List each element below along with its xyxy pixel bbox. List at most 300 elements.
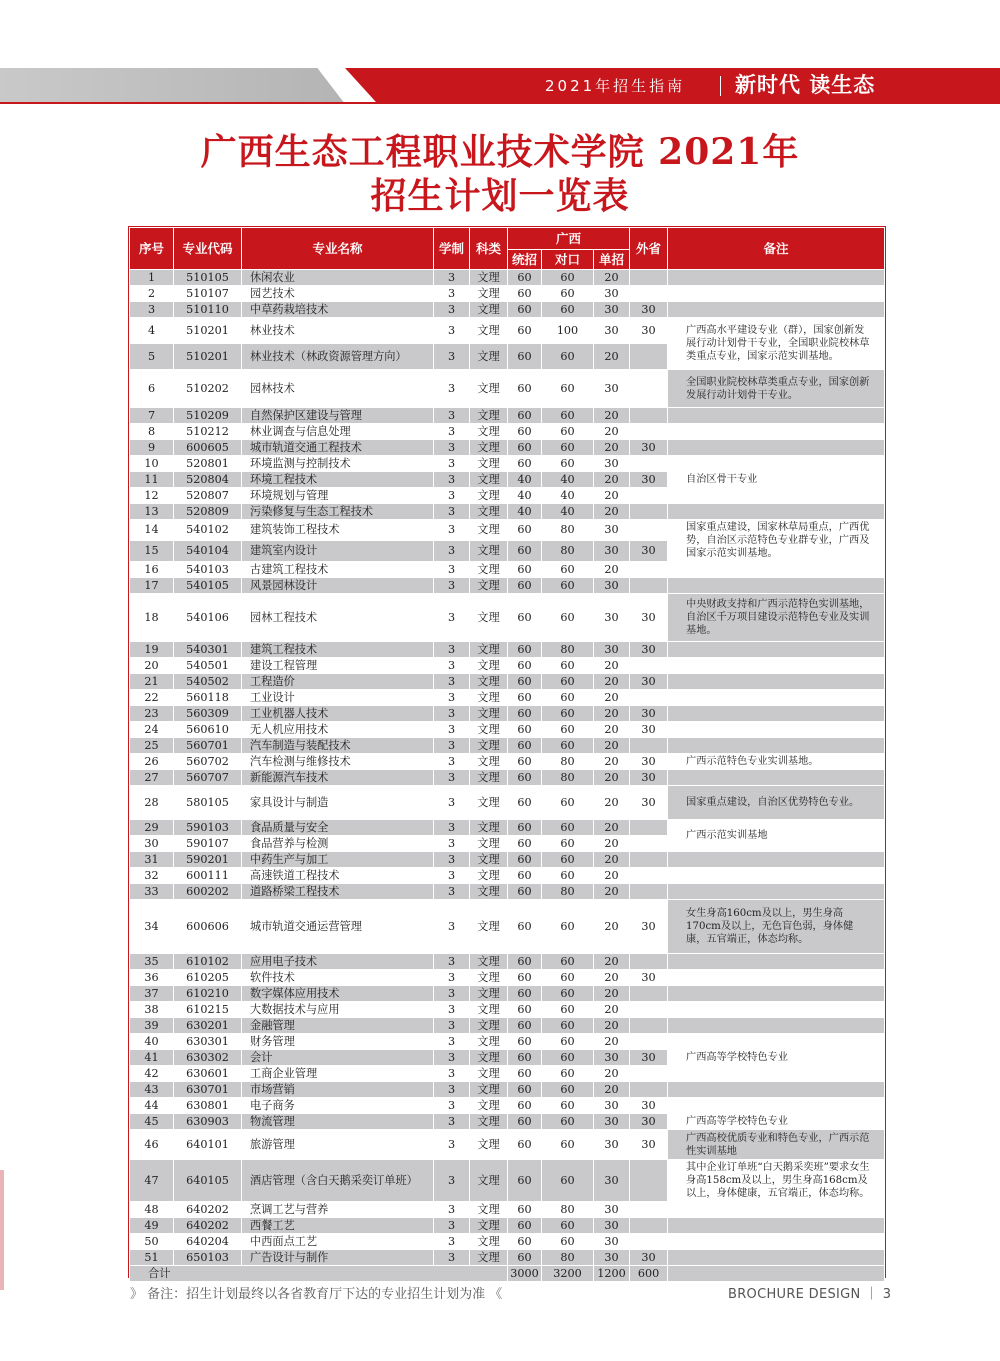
cell-danzhao: 20	[594, 504, 630, 520]
cell-code: 540105	[174, 578, 242, 594]
cell-waisheng	[630, 562, 668, 578]
footnote: 》 备注：招生计划最终以各省教育厅下达的专业招生计划为准 《	[130, 1287, 503, 1302]
cell-years: 3	[434, 1002, 470, 1018]
header-divider	[720, 76, 721, 96]
cell-category: 文理	[470, 642, 508, 658]
cell-years: 3	[434, 270, 470, 286]
cell-notes: 广西高校优质专业和特色专业，广西示范性实训基地	[668, 1130, 885, 1160]
cell-code: 540502	[174, 674, 242, 690]
cell-years: 3	[434, 1082, 470, 1098]
cell-danzhao: 30	[594, 1114, 630, 1130]
cell-category: 文理	[470, 970, 508, 986]
cell-duikou: 60	[542, 1066, 594, 1082]
cell-notes: 广西示范实训基地	[668, 820, 885, 852]
cell-danzhao: 30	[594, 594, 630, 642]
cell-danzhao: 30	[594, 302, 630, 318]
cell-code: 560707	[174, 770, 242, 786]
cell-danzhao: 20	[594, 424, 630, 440]
cell-waisheng: 30	[630, 440, 668, 456]
cell-code: 610102	[174, 954, 242, 970]
cell-waisheng: 30	[630, 642, 668, 658]
table-row	[130, 852, 885, 868]
cell-duikou: 40	[542, 472, 594, 488]
cell-name: 酒店管理（含白天鹅采奕订单班）	[242, 1160, 434, 1202]
table-row	[130, 1066, 885, 1082]
cell-danzhao: 20	[594, 852, 630, 868]
cell-waisheng: 30	[630, 970, 668, 986]
cell-code: 600202	[174, 884, 242, 900]
cell-years: 3	[434, 642, 470, 658]
cell-duikou: 60	[542, 286, 594, 302]
cell-no: 22	[130, 690, 174, 706]
cell-notes-empty	[668, 868, 885, 884]
cell-duikou: 60	[542, 836, 594, 852]
cell-name: 环境监测与控制技术	[242, 456, 434, 472]
cell-years: 3	[434, 594, 470, 642]
cell-notes-empty	[668, 970, 885, 986]
cell-duikou: 60	[542, 456, 594, 472]
cell-tongzhao: 60	[508, 1250, 542, 1266]
cell-danzhao: 20	[594, 1066, 630, 1082]
page-title-line1: 广西生态工程职业技术学院 2021年	[200, 131, 800, 173]
cell-years: 3	[434, 286, 470, 302]
cell-tongzhao: 60	[508, 520, 542, 541]
cell-notes-empty	[668, 302, 885, 318]
cell-no: 2	[130, 286, 174, 302]
cell-duikou: 60	[542, 1082, 594, 1098]
cell-duikou: 60	[542, 1050, 594, 1066]
cell-tongzhao: 60	[508, 424, 542, 440]
table-row	[130, 520, 885, 541]
cell-years: 3	[434, 472, 470, 488]
cell-code: 630801	[174, 1098, 242, 1114]
table-row	[130, 318, 885, 344]
cell-code: 540104	[174, 541, 242, 562]
cell-code: 600111	[174, 868, 242, 884]
cell-waisheng: 30	[630, 770, 668, 786]
cell-code: 560610	[174, 722, 242, 738]
cell-danzhao: 30	[594, 1234, 630, 1250]
cell-tongzhao: 60	[508, 754, 542, 770]
cell-years: 3	[434, 986, 470, 1002]
cell-tongzhao: 60	[508, 970, 542, 986]
cell-notes-empty	[668, 440, 885, 456]
cell-no: 15	[130, 541, 174, 562]
cell-duikou: 60	[542, 440, 594, 456]
cell-notes-empty	[668, 852, 885, 868]
cell-tongzhao: 60	[508, 1002, 542, 1018]
cell-tongzhao: 60	[508, 1234, 542, 1250]
cell-waisheng: 30	[630, 318, 668, 344]
cell-duikou: 60	[542, 1114, 594, 1130]
total-notes-empty	[668, 1266, 885, 1282]
cell-waisheng: 30	[630, 1098, 668, 1114]
cell-code: 540501	[174, 658, 242, 674]
cell-waisheng	[630, 1066, 668, 1082]
cell-waisheng	[630, 852, 668, 868]
cell-category: 文理	[470, 594, 508, 642]
cell-danzhao: 20	[594, 738, 630, 754]
cell-tongzhao: 60	[508, 900, 542, 954]
cell-category: 文理	[470, 562, 508, 578]
cell-waisheng	[630, 488, 668, 504]
cell-waisheng: 30	[630, 541, 668, 562]
cell-name: 污染修复与生态工程技术	[242, 504, 434, 520]
header-no: 序号	[130, 228, 174, 270]
cell-danzhao: 20	[594, 770, 630, 786]
cell-years: 3	[434, 852, 470, 868]
cell-no: 42	[130, 1066, 174, 1082]
cell-no: 43	[130, 1082, 174, 1098]
cell-category: 文理	[470, 1034, 508, 1050]
cell-waisheng	[630, 286, 668, 302]
cell-code: 610205	[174, 970, 242, 986]
cell-notes-empty	[668, 578, 885, 594]
cell-name: 广告设计与制作	[242, 1250, 434, 1266]
cell-tongzhao: 60	[508, 706, 542, 722]
cell-category: 文理	[470, 1250, 508, 1266]
cell-name: 旅游管理	[242, 1130, 434, 1160]
total-danzhao: 1200	[594, 1266, 630, 1282]
cell-name: 园林技术	[242, 370, 434, 408]
cell-no: 26	[130, 754, 174, 770]
cell-no: 36	[130, 970, 174, 986]
cell-name: 烹调工艺与营养	[242, 1202, 434, 1218]
cell-no: 45	[130, 1114, 174, 1130]
cell-duikou: 60	[542, 970, 594, 986]
cell-danzhao: 20	[594, 344, 630, 370]
cell-no: 11	[130, 472, 174, 488]
cell-years: 3	[434, 1050, 470, 1066]
cell-category: 文理	[470, 344, 508, 370]
cell-tongzhao: 60	[508, 820, 542, 836]
cell-name: 林业技术（林政资源管理方向）	[242, 344, 434, 370]
cell-category: 文理	[470, 520, 508, 541]
cell-name: 建筑工程技术	[242, 642, 434, 658]
cell-notes: 广西高等学校特色专业	[668, 1050, 885, 1066]
cell-years: 3	[434, 424, 470, 440]
cell-code: 630302	[174, 1050, 242, 1066]
cell-code: 510105	[174, 270, 242, 286]
enrollment-table-container	[128, 226, 886, 1278]
cell-code: 590107	[174, 836, 242, 852]
cell-name: 城市轨道交通工程技术	[242, 440, 434, 456]
cell-tongzhao: 60	[508, 986, 542, 1002]
cell-notes-empty	[668, 488, 885, 504]
cell-category: 文理	[470, 1002, 508, 1018]
cell-waisheng	[630, 520, 668, 541]
cell-tongzhao: 60	[508, 541, 542, 562]
cell-category: 文理	[470, 674, 508, 690]
cell-tongzhao: 60	[508, 786, 542, 820]
cell-duikou: 60	[542, 1234, 594, 1250]
cell-category: 文理	[470, 754, 508, 770]
cell-years: 3	[434, 738, 470, 754]
cell-duikou: 60	[542, 1098, 594, 1114]
cell-name: 休闲农业	[242, 270, 434, 286]
cell-no: 28	[130, 786, 174, 820]
table-row	[130, 1098, 885, 1114]
cell-category: 文理	[470, 1098, 508, 1114]
cell-tongzhao: 60	[508, 868, 542, 884]
cell-duikou: 60	[542, 674, 594, 690]
cell-category: 文理	[470, 472, 508, 488]
cell-category: 文理	[470, 1160, 508, 1202]
cell-category: 文理	[470, 488, 508, 504]
cell-category: 文理	[470, 722, 508, 738]
header-danzhao: 单招	[594, 250, 630, 270]
cell-danzhao: 30	[594, 520, 630, 541]
cell-no: 17	[130, 578, 174, 594]
cell-name: 食品营养与检测	[242, 836, 434, 852]
cell-name: 建筑装饰工程技术	[242, 520, 434, 541]
cell-danzhao: 30	[594, 1218, 630, 1234]
cell-tongzhao: 60	[508, 642, 542, 658]
cell-notes: 中央财政支持和广西示范特色实训基地，自治区千万项目建设示范特色专业及实训基地。	[668, 594, 885, 642]
cell-name: 中西面点工艺	[242, 1234, 434, 1250]
cell-danzhao: 20	[594, 674, 630, 690]
cell-waisheng	[630, 868, 668, 884]
cell-years: 3	[434, 690, 470, 706]
cell-name: 汽车制造与装配技术	[242, 738, 434, 754]
cell-name: 市场营销	[242, 1082, 434, 1098]
cell-waisheng	[630, 954, 668, 970]
cell-no: 31	[130, 852, 174, 868]
cell-years: 3	[434, 868, 470, 884]
cell-duikou: 60	[542, 1018, 594, 1034]
cell-years: 3	[434, 578, 470, 594]
cell-tongzhao: 60	[508, 270, 542, 286]
cell-tongzhao: 60	[508, 344, 542, 370]
cell-duikou: 80	[542, 754, 594, 770]
cell-no: 3	[130, 302, 174, 318]
cell-notes-empty	[668, 286, 885, 302]
cell-waisheng	[630, 370, 668, 408]
cell-danzhao: 20	[594, 754, 630, 770]
table-row	[130, 868, 885, 884]
cell-category: 文理	[470, 786, 508, 820]
cell-tongzhao: 60	[508, 286, 542, 302]
cell-category: 文理	[470, 1050, 508, 1066]
cell-danzhao: 30	[594, 1250, 630, 1266]
cell-no: 7	[130, 408, 174, 424]
cell-waisheng	[630, 1034, 668, 1050]
cell-years: 3	[434, 370, 470, 408]
cell-waisheng	[630, 270, 668, 286]
cell-years: 3	[434, 754, 470, 770]
cell-waisheng	[630, 408, 668, 424]
cell-years: 3	[434, 884, 470, 900]
table-row	[130, 1202, 885, 1218]
cell-notes-empty	[668, 1066, 885, 1082]
cell-code: 520801	[174, 456, 242, 472]
header-tongzhao: 统招	[508, 250, 542, 270]
cell-danzhao: 20	[594, 836, 630, 852]
cell-duikou: 80	[542, 1202, 594, 1218]
cell-code: 630903	[174, 1114, 242, 1130]
cell-waisheng: 30	[630, 900, 668, 954]
cell-code: 630201	[174, 1018, 242, 1034]
cell-years: 3	[434, 302, 470, 318]
cell-waisheng	[630, 1202, 668, 1218]
cell-category: 文理	[470, 318, 508, 344]
cell-waisheng: 30	[630, 302, 668, 318]
cell-years: 3	[434, 520, 470, 541]
cell-name: 环境规划与管理	[242, 488, 434, 504]
cell-years: 3	[434, 488, 470, 504]
cell-years: 3	[434, 1160, 470, 1202]
cell-code: 510202	[174, 370, 242, 408]
cell-duikou: 60	[542, 986, 594, 1002]
cell-name: 物流管理	[242, 1114, 434, 1130]
cell-category: 文理	[470, 541, 508, 562]
cell-no: 29	[130, 820, 174, 836]
cell-duikou: 40	[542, 488, 594, 504]
table-row	[130, 1034, 885, 1050]
header-category: 科类	[470, 228, 508, 270]
cell-category: 文理	[470, 738, 508, 754]
cell-code: 510201	[174, 318, 242, 344]
cell-waisheng: 30	[630, 754, 668, 770]
cell-category: 文理	[470, 1218, 508, 1234]
cell-name: 高速铁道工程技术	[242, 868, 434, 884]
cell-waisheng: 30	[630, 706, 668, 722]
table-row	[130, 954, 885, 970]
cell-name: 园艺技术	[242, 286, 434, 302]
cell-name: 工程造价	[242, 674, 434, 690]
cell-no: 19	[130, 642, 174, 658]
cell-category: 文理	[470, 1018, 508, 1034]
cell-no: 27	[130, 770, 174, 786]
cell-waisheng: 30	[630, 1114, 668, 1130]
cell-notes-empty	[668, 954, 885, 970]
cell-code: 640105	[174, 1160, 242, 1202]
cell-category: 文理	[470, 1114, 508, 1130]
cell-years: 3	[434, 1098, 470, 1114]
cell-years: 3	[434, 1202, 470, 1218]
cell-waisheng	[630, 658, 668, 674]
cell-no: 4	[130, 318, 174, 344]
cell-tongzhao: 60	[508, 408, 542, 424]
cell-no: 30	[130, 836, 174, 852]
cell-tongzhao: 60	[508, 440, 542, 456]
cell-tongzhao: 60	[508, 1066, 542, 1082]
table-row	[130, 472, 885, 488]
cell-category: 文理	[470, 900, 508, 954]
cell-duikou: 60	[542, 578, 594, 594]
cell-name: 财务管理	[242, 1034, 434, 1050]
table-row	[130, 1002, 885, 1018]
cell-category: 文理	[470, 954, 508, 970]
cell-tongzhao: 60	[508, 738, 542, 754]
cell-category: 文理	[470, 1202, 508, 1218]
cell-name: 中草药栽培技术	[242, 302, 434, 318]
table-row	[130, 900, 885, 954]
cell-name: 应用电子技术	[242, 954, 434, 970]
cell-danzhao: 20	[594, 986, 630, 1002]
cell-years: 3	[434, 1250, 470, 1266]
cell-years: 3	[434, 408, 470, 424]
cell-duikou: 60	[542, 562, 594, 578]
cell-code: 560309	[174, 706, 242, 722]
cell-no: 44	[130, 1098, 174, 1114]
cell-years: 3	[434, 1114, 470, 1130]
cell-duikou: 60	[542, 820, 594, 836]
table-row	[130, 488, 885, 504]
cell-duikou: 60	[542, 852, 594, 868]
cell-code: 610215	[174, 1002, 242, 1018]
cell-tongzhao: 60	[508, 1160, 542, 1202]
cell-code: 510107	[174, 286, 242, 302]
cell-notes-empty	[668, 706, 885, 722]
cell-waisheng: 30	[630, 1250, 668, 1266]
cell-notes-empty	[668, 1218, 885, 1234]
cell-tongzhao: 40	[508, 472, 542, 488]
table-row	[130, 594, 885, 642]
cell-name: 中药生产与加工	[242, 852, 434, 868]
cell-category: 文理	[470, 770, 508, 786]
cell-waisheng	[630, 504, 668, 520]
cell-danzhao: 30	[594, 1098, 630, 1114]
cell-tongzhao: 60	[508, 954, 542, 970]
total-duikou: 3200	[542, 1266, 594, 1282]
table-row	[130, 1130, 885, 1160]
cell-duikou: 80	[542, 884, 594, 900]
table-row	[130, 1050, 885, 1066]
cell-years: 3	[434, 900, 470, 954]
cell-duikou: 60	[542, 954, 594, 970]
cell-danzhao: 30	[594, 318, 630, 344]
cell-tongzhao: 60	[508, 594, 542, 642]
cell-tongzhao: 60	[508, 370, 542, 408]
cell-notes-empty	[668, 642, 885, 658]
table-row	[130, 562, 885, 578]
cell-code: 510209	[174, 408, 242, 424]
cell-tongzhao: 60	[508, 456, 542, 472]
cell-notes-empty	[668, 722, 885, 738]
cell-category: 文理	[470, 456, 508, 472]
cell-tongzhao: 60	[508, 1114, 542, 1130]
table-row	[130, 302, 885, 318]
cell-category: 文理	[470, 884, 508, 900]
cell-name: 道路桥梁工程技术	[242, 884, 434, 900]
cell-code: 520804	[174, 472, 242, 488]
cell-category: 文理	[470, 706, 508, 722]
cell-name: 工业设计	[242, 690, 434, 706]
cell-notes-empty	[668, 1098, 885, 1114]
cell-notes-empty	[668, 884, 885, 900]
cell-category: 文理	[470, 286, 508, 302]
cell-no: 38	[130, 1002, 174, 1018]
cell-notes-empty	[668, 504, 885, 520]
cell-tongzhao: 60	[508, 318, 542, 344]
brand-page-number: BROCHURE DESIGN ｜ 3	[728, 1287, 892, 1302]
cell-no: 14	[130, 520, 174, 541]
cell-no: 20	[130, 658, 174, 674]
cell-duikou: 60	[542, 1034, 594, 1050]
table-row	[130, 986, 885, 1002]
cell-code: 560118	[174, 690, 242, 706]
cell-notes: 其中企业订单班“白天鹅采奕班”要求女生身高158cm及以上，男生身高168cm及以上，身体健康，五官端正，体态均称。	[668, 1160, 885, 1202]
cell-waisheng	[630, 578, 668, 594]
table-body	[130, 270, 885, 1282]
cell-danzhao: 20	[594, 1002, 630, 1018]
cell-name: 会计	[242, 1050, 434, 1066]
cell-category: 文理	[470, 1082, 508, 1098]
header-subtitle: 2021年招生指南	[545, 77, 686, 95]
total-row	[130, 1266, 885, 1282]
cell-no: 34	[130, 900, 174, 954]
